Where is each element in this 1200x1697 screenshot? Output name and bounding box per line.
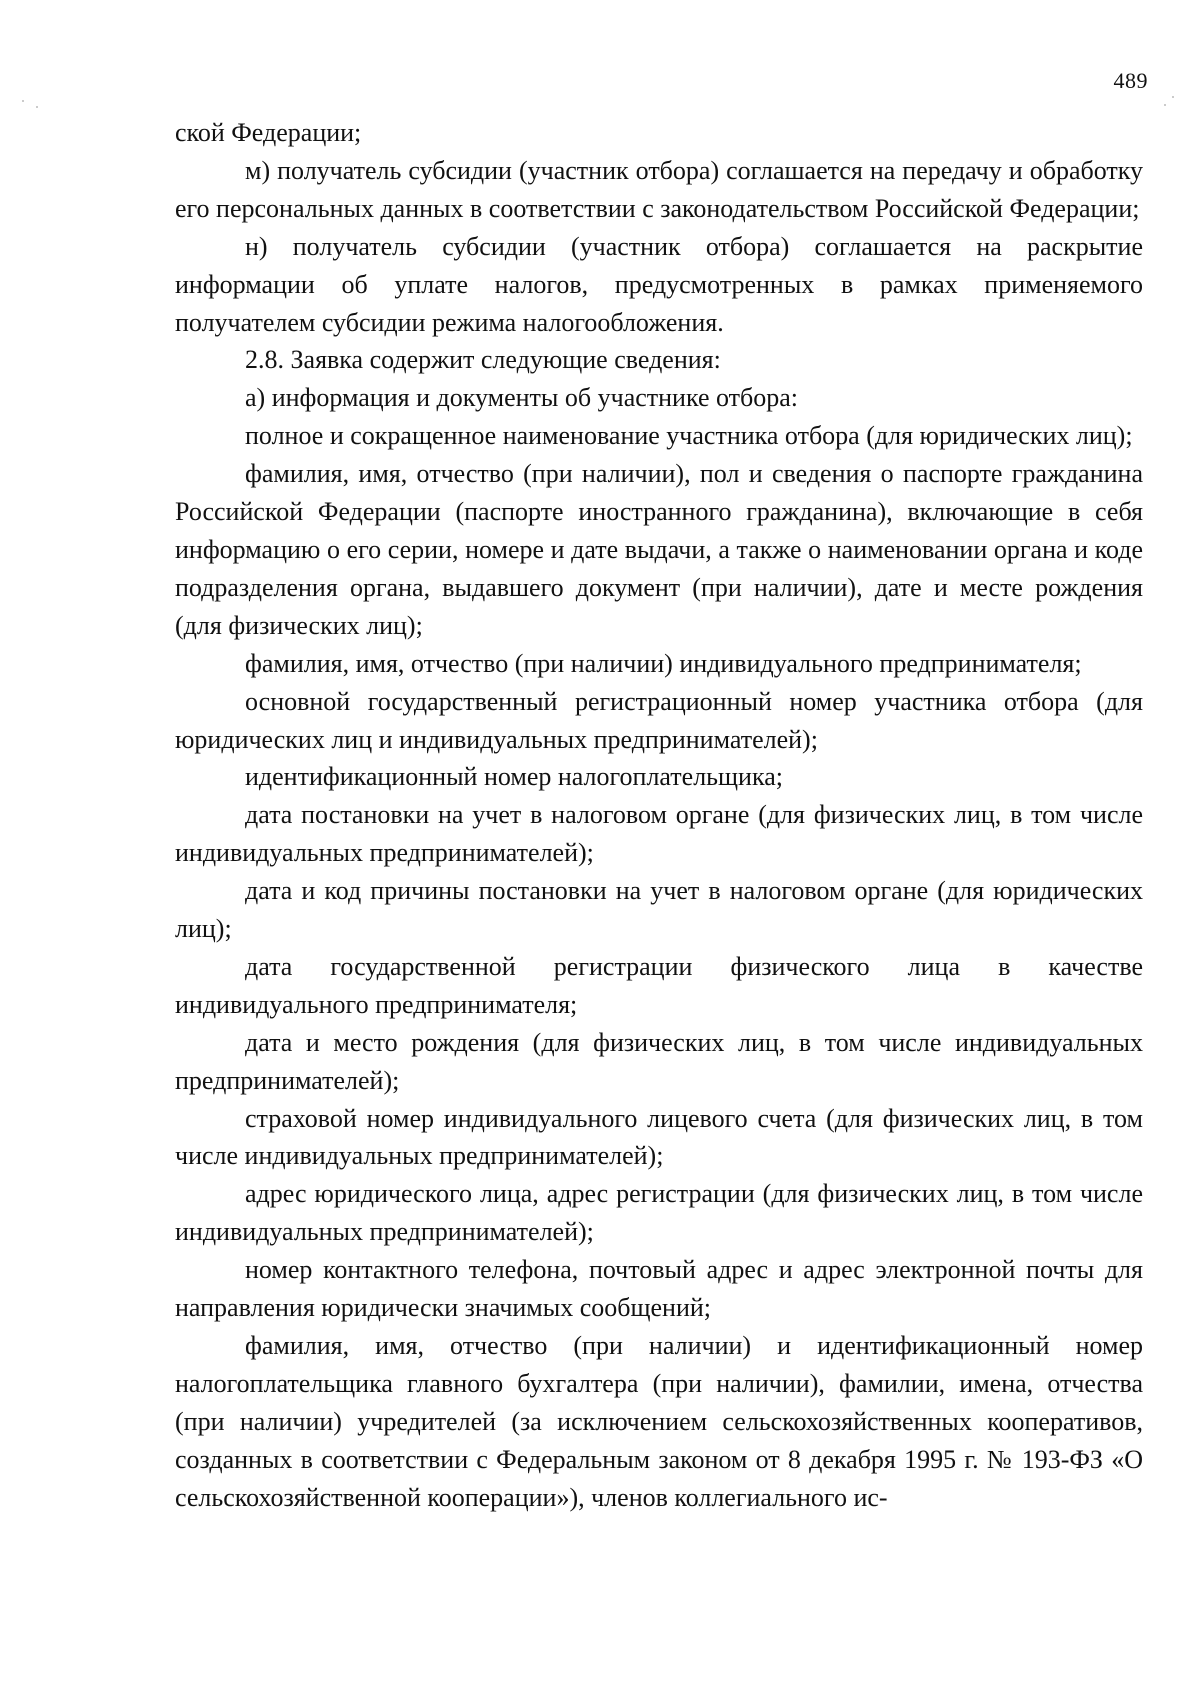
paragraph: н) получатель субсидии (участник отбора) соглашается на раскрытие информации об уплате налогов, предусмотренных в рамках применяемого получателем субсидии режима налогообложения. (175, 231, 1143, 337)
list-item: номер контактного телефона, почтовый адрес и адрес электронной почты для направления юридически значимых сообщений; (175, 1255, 1143, 1323)
list-item: дата государственной регистрации физического лица в качестве индивидуального предпринимателя; (175, 951, 1143, 1019)
list-item: фамилия, имя, отчество (при наличии) индивидуального предпринимателя; (245, 648, 1082, 678)
document-body (175, 114, 1143, 1517)
paragraph: м) получатель субсидии (участник отбора) соглашается на передачу и обработку его персональных данных в соответствии с законодательством Российской Федерации; (175, 155, 1143, 223)
list-item: дата и место рождения (для физических лиц, в том числе индивидуальных предпринимателей); (175, 1027, 1143, 1095)
list-item: адрес юридического лица, адрес регистрации (для физических лиц, в том числе индивидуальных предпринимателей); (175, 1179, 1143, 1247)
list-item: фамилия, имя, отчество (при наличии) и идентификационный номер налогоплательщика главного бухгалтера (при наличии), фамилии, имена, отчества (при наличии) учредителей (за исключением сельскохозяйственных кооперативов, созданных в соответствии с Федеральным законом от 8 декабря 1995 г. № 193-ФЗ «О сельскохозяйственной кооперации»), членов коллегиального ис- (175, 1331, 1143, 1512)
page-number: 489 (1113, 68, 1148, 93)
list-item: дата постановки на учет в налоговом органе (для физических лиц, в том числе индивидуальных предпринимателей); (175, 800, 1143, 868)
list-item: идентификационный номер налогоплательщика; (245, 762, 783, 792)
list-item: полное и сокращенное наименование участника отбора (для юридических лиц); (245, 421, 1133, 451)
paragraph: а) информация и документы об участнике отбора: (245, 383, 798, 413)
scan-speck (1172, 96, 1174, 98)
list-item: основной государственный регистрационный номер участника отбора (для юридических лиц и индивидуальных предпринимателей); (175, 686, 1143, 754)
paragraph: ской Федерации; (175, 118, 362, 147)
scan-speck (22, 100, 24, 102)
list-item: страховой номер индивидуального лицевого счета (для физических лиц, в том числе индивидуальных предпринимателей); (175, 1103, 1143, 1171)
scan-speck (1164, 104, 1166, 106)
section-heading: 2.8. Заявка содержит следующие сведения: (245, 345, 721, 375)
scan-speck (36, 106, 38, 108)
list-item: дата и код причины постановки на учет в налоговом органе (для юридических лиц); (175, 876, 1143, 944)
list-item: фамилия, имя, отчество (при наличии), пол и сведения о паспорте гражданина Российской Федерации (паспорте иностранного гражданина), включающие в себя информацию о его серии, номере и дате выдачи, а также о наименовании органа и коде подразделения органа, выдавшего документ (при наличии), дате и месте рождения (для физических лиц); (175, 459, 1143, 640)
